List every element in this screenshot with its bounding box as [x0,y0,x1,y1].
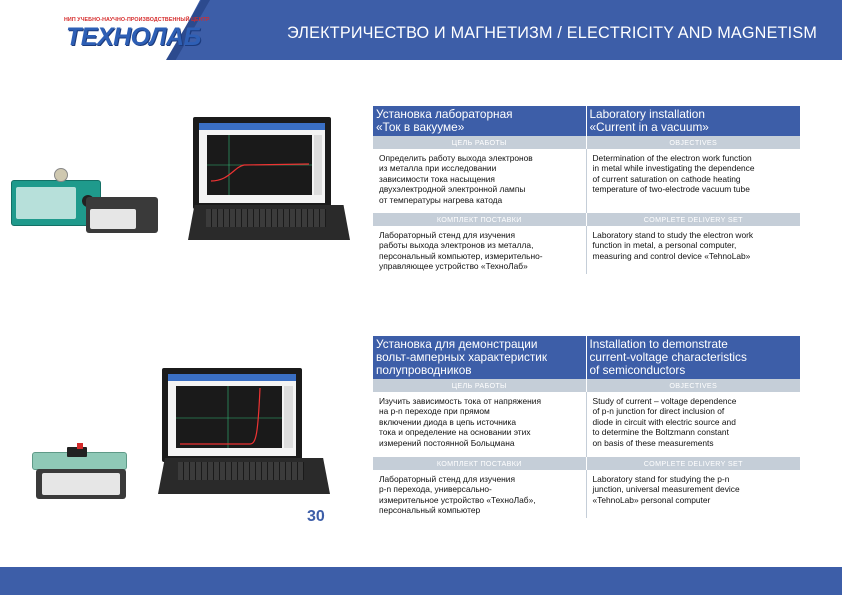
text-line: тока и определение на основании этих [379,427,531,438]
delivery-label-row [373,213,800,226]
delivery-en-label: COMPLETE DELIVERY SET [643,215,743,224]
page-header [0,0,842,60]
delivery-row [373,470,800,518]
text-line: Laboratory stand to study the electron work [592,230,754,240]
text-line: function in metal, a personal computer, [592,240,737,251]
logo-subtitle: НИП УЧЕБНО-НАУЧНО-ПРОИЗВОДСТВЕННЫЙ ЦЕНТР [64,17,210,23]
title-ru-line: Установка лабораторная [376,107,513,121]
text-line: Определить работу выхода электронов [379,153,533,163]
text-line: on basis of these measurements [592,437,714,448]
text-line: из металла при исследовании [379,163,497,174]
text-line: работы выхода электронов из металла, [379,240,534,251]
title-ru-line: полупроводников [376,363,472,377]
text-line: измерительное устройство «ТехноЛаб», [379,494,536,505]
objectives-en-label: OBJECTIVES [669,381,718,390]
text-line: зависимости тока насыщения [379,173,495,184]
text-line: measuring and control device «TehnoLab» [592,250,751,261]
text-line: Лабораторный стенд для изучения [379,230,515,240]
text-line: измерений постоянной Больцмана [379,437,515,448]
laptop-screen [162,368,302,462]
text-line: diode in circuit with electric source and [592,416,736,427]
text-line: Determination of the electron work function [592,153,752,163]
text-line: of p-n junction for direct inclusion of [592,406,725,417]
title-ru-line: вольт-амперных характеристик [376,350,548,364]
text-line: «TehnoLab» personal computer [592,494,711,505]
title-en-line: Laboratory installation [589,107,705,121]
text-line: to determine the Boltzmann constant [592,427,729,438]
objectives-row [373,149,800,213]
objectives-label-row [373,136,800,149]
logo: ТЕХНОЛАБ [66,23,201,51]
table-vacuum [373,106,800,274]
text-line: junction, universal measurement device [592,484,740,495]
delivery-label-row [373,457,800,470]
text-line: включении диода в цепь источника [379,416,517,427]
text-line: Лабораторный стенд для изучения [379,474,515,484]
objectives-ru-label: ЦЕЛЬ РАБОТЫ [373,379,587,392]
title-en-line: current-voltage characteristics [589,350,747,364]
title-ru-line: Установка для демонстрации [376,337,538,351]
objectives-row [373,392,800,457]
text-line: на p-n переходе при прямом [379,406,490,417]
title-ru-line: «Ток в вакууме» [376,120,465,134]
text-line: персональный компьютер [379,505,481,516]
page-footer [0,567,842,595]
title-en-line: «Current in a vacuum» [589,120,709,134]
title-en-line: Installation to demonstrate [589,337,728,351]
table-semiconductor [373,336,800,518]
delivery-ru-label: КОМПЛЕКТ ПОСТАВКИ [373,213,587,226]
delivery-en-label: COMPLETE DELIVERY SET [643,459,743,468]
delivery-row [373,226,800,274]
text-line: Study of current – voltage dependence [592,396,737,406]
page-number: 30 [307,508,325,525]
title-en-line: of semiconductors [589,363,686,377]
objectives-en-label: OBJECTIVES [669,138,718,147]
laptop-keyboard-base [158,458,330,494]
laptop-screen [193,117,331,209]
text-line: Изучить зависимость тока от напряжения [379,396,542,406]
vacuum-tube-icon [54,168,68,182]
text-line: p-n перехода, универсально- [379,484,492,495]
text-line: Laboratory stand for studying the p-n [592,474,730,484]
delivery-ru-label: КОМПЛЕКТ ПОСТАВКИ [373,457,587,470]
text-line: от температуры нагрева катода [379,194,503,205]
text-line: управляющее устройство «ТехноЛаб» [379,261,528,272]
laptop-keyboard-base [188,205,350,240]
table-title-row [373,106,800,136]
semiconductor-stand [32,452,127,470]
text-line: двухэлектродной электронной лампы [379,184,526,195]
measuring-device [86,197,158,233]
page-title: ЭЛЕКТРИЧЕСТВО И МАГНЕТИЗМ / ELECTRICITY AND MAGNETISM [287,24,818,42]
objectives-label-row [373,379,800,392]
table-title-row [373,336,800,379]
measuring-device [36,469,126,499]
text-line: temperature of two-electrode vacuum tube [592,184,750,195]
text-line: of current saturation on cathode heating [592,173,741,184]
text-line: персональный компьютер, измерительно- [379,250,543,261]
objectives-ru-label: ЦЕЛЬ РАБОТЫ [373,136,587,149]
text-line: in metal while investigating the dependence [592,163,755,174]
